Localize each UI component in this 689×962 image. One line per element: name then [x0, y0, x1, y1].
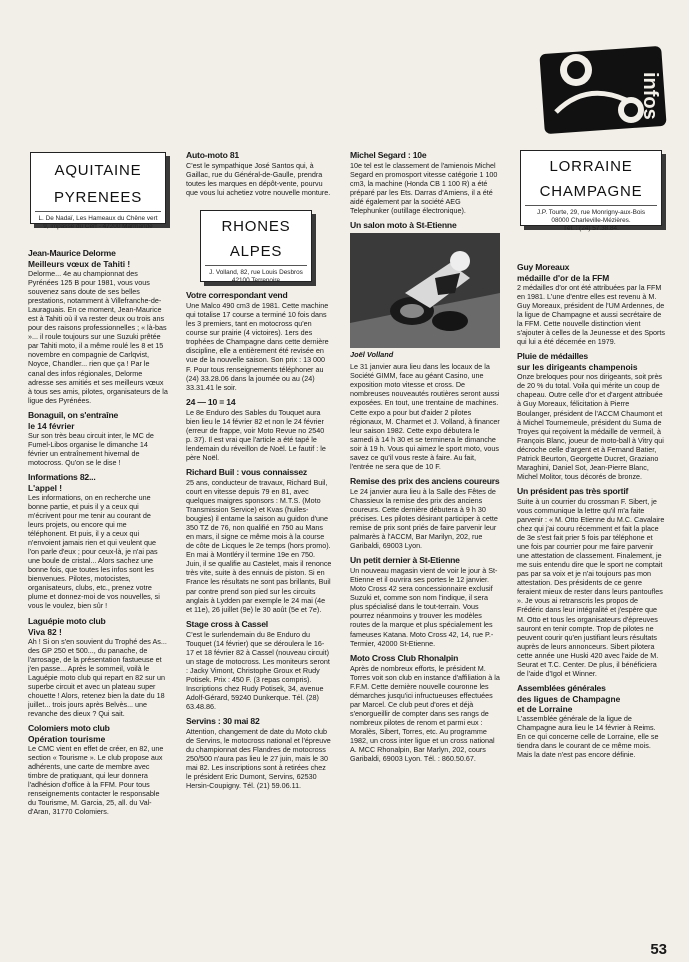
- article: [517, 262, 665, 346]
- article-subheading: le 14 février: [28, 420, 75, 431]
- article-body: Suite à un courrier du crossman F. Sibert, je vous communique la lettre qu'il m'a faite parvenir : « M. Otto Etienne du M.C. Cavalaire chez qui j'ai couru récemment et fait la place de 3e s'est fait prier 5 fois par téléphone et une fois par courrier pour me faire parvenir une attestation de classement. Finalement, je me suis entendu dire que le sport ne comptait pas par sa voix et je n'ai toujours pas mon attestation. Des présidents de ce genre feraient mieux de rester dans leurs pantoufles ». Je vous ai retranscris les propos de Frédéric dans leur intégralité et j'espère que M. Otto et tous les organisateurs d'épreuves sauront en tenir compte. Trop de pilotes ne peuvent courir qu'en justifiant leurs résultats auprès de leurs annonceurs. Sibert pilotera cette année une Huski 420 avec l'aide de M. Seurat et T.C. Center. De plus, il bénéficiera de l'aide d'Igol et Winner.: [517, 496, 665, 678]
- article-body: Les informations, on en recherche une bonne partie, et puis il y a ceux qui m'écrivent pour me tenir au courant de leurs projets, ou encore qui me téléphonent. Et puis, il y a ceux qui n'envoient jamais rien et qui veulent que l'on parle d'eux ; pour ceux-là, je n'ai pas une boule de cristal... Alors sachez une bonne fois, que toutes les infos sont les bienvenues. Pilotes, motocistes, organisateurs, clubs, etc., prenez votre plume et donnez-moi de vos nouvelles, si vous le voulez, bien sûr !: [28, 492, 160, 611]
- lorraine-address-3: Tél. : (24) 57.38.84.: [563, 225, 619, 232]
- article: [517, 683, 665, 759]
- article: [517, 486, 665, 678]
- article-heading: Un président pas très sportif: [517, 485, 629, 496]
- infos-logo: [536, 42, 670, 138]
- article-heading: Remise des prix des anciens coureurs: [350, 475, 500, 486]
- article: [186, 150, 332, 197]
- column-rhones: [186, 150, 332, 938]
- article: [517, 351, 665, 481]
- article-heading: Jean-Maurice Delorme: [28, 248, 116, 258]
- article: [28, 472, 168, 611]
- article: [350, 220, 500, 471]
- article-heading: Bonaguil, on s'entraîne: [28, 409, 119, 420]
- article: [350, 476, 500, 550]
- column-aquitaine: [28, 150, 168, 938]
- aquitaine-address-1: L. De Nadaï, Les Hameaux du Chêne vert: [38, 215, 158, 222]
- article-heading: Guy Moreaux: [517, 262, 570, 272]
- article-subheading: et de Lorraine: [517, 703, 573, 714]
- rhones-address-1: J. Volland, 82, rue Louis Desbros: [209, 269, 303, 276]
- lorraine-title-2: CHAMPAGNE: [539, 183, 643, 200]
- rhones-title-1: RHONES: [221, 218, 291, 235]
- article-body: Une Malco 490 cm3 de 1981. Cette machine qui totalise 17 course a terminé 10 fois dans les 3 premiers, tant en motocross qu'en course sur prairie (4 victoires). 1ers des trophées de Champagne dans cette dernière discipline, elle a entièrement été revisée en vue de la nouvelle saison. Son prix : 13 000 F. Pour tous renseignements téléphoner au (24) 33.28.06 dans la journée ou au (24) 33.31.41 le soir.: [186, 301, 329, 392]
- logo-text: infos: [639, 72, 661, 120]
- article-body: C'est le sympathique José Santos qui, à Gaillac, rue du Général-de-Gaulle, prendra toutes les marques en dépôt-vente, pourvu que vous lui achetiez votre nouvelle monture.: [186, 161, 331, 198]
- article-body: Le 24 janvier aura lieu à la Salle des Fêtes de Chassieux la remise des prix des anciens coureurs. Cette dernière débutera à 9 h 30 précises. Les pilotes désirant participer à cette remise de prix sont priés de faire parvenir leur palmarès à l'ACCM, Bar Marilyn, 202, rue Garibaldi, 69003 Lyon.: [350, 486, 498, 551]
- article: [350, 653, 500, 764]
- article-body: Ah ! Si on s'en souvient du Trophé des As... des GP 250 et 500..., du panache, de l'arrosage, de la présentation fastueuse et j'en passe... Après le sommeil, voilà le Laguépie moto club qui repart en 82 sur un superbe circuit et avec un plateau super chouette ! Alors, retenez bien la date du 18 juillet... trois jours après Belvès... une revanche des dieux ? Qui sait.: [28, 636, 167, 718]
- lorraine-address-1: J.P. Tourte, 29, rue Monrigny-aux-Bois: [536, 209, 646, 216]
- article-subheading: L'appel !: [28, 482, 63, 493]
- article-body: Le 31 janvier aura lieu dans les locaux de la Société GIMM, face au géant Casino, une exposition moto vitesse et cross. De nombreuses nouveautés routières seront aussi exposées. En tout, une trentaine de machines. Cette expo a pour but d'aider 2 pilotes régionaux, M. Charmet et J. Volland, à financer leur saison 1982. Cette expo débutera le samedi à 14 h 30 et se terminera le dimanche soir à 19 h. Vous qui aimez le sport moto, vous savez ce qu'il vous reste à faire. Au fait, l'entrée ne sera que de 10 F.: [350, 362, 500, 471]
- article-subheading: des ligues de Champagne: [517, 693, 621, 704]
- article-heading: Auto-moto 81: [186, 150, 239, 160]
- article: [186, 290, 332, 391]
- column-lorraine: [517, 150, 665, 938]
- article-body: L'assemblée générale de la ligue de Champagne aura lieu le 14 février à Reims. En ce qui concerne celle de Lorraine, elle se tiendra dans le courant de ce même mois. Mais la date n'est pas encore définie.: [517, 713, 659, 760]
- article: [350, 555, 500, 647]
- article-subheading: Meilleurs vœux de Tahiti !: [28, 259, 131, 269]
- article: [186, 716, 332, 790]
- article-heading: Servins : 30 mai 82: [186, 716, 260, 727]
- article-subheading: Opération tourisme: [28, 733, 106, 744]
- column-center: [350, 150, 500, 938]
- article-body: Delorme... 4e au championnat des Pyrénées 125 B pour 1981, vous vous souvenez sans doute de ses belles prestations, notamment à Villefranche-de-Lauraguais. En ce moment, Jean-Maurice est à Tahiti où il va rester deux ou trois ans pour des raisons professionnelles ; « là-bas »... il roule toujours sur une Suzuki prêtée par Tahiti moto, il a même roulé les 8 et 15 novembre en compagnie de Carlqvist, Noyce, Chandler... rien que ça ! Par le canal des infos régionales, Delorme adresse ses amitiés et ses meilleurs vœux à tous ses amis, pilotes, organisateurs de la ligue des Pyrénées.: [28, 269, 168, 405]
- motorcycle-racer-image: [350, 233, 500, 348]
- aquitaine-address-2: 9, impasse du Cerf - 47200 Marmande: [43, 223, 153, 230]
- article-heading: Michel Segard : 10e: [350, 150, 427, 160]
- article: [28, 410, 168, 467]
- article-heading: Pluie de médailles: [517, 351, 588, 362]
- article-heading: Stage cross à Cassel: [186, 618, 268, 629]
- article-heading: Laguépie moto club: [28, 615, 106, 626]
- aquitaine-title-1: AQUITAINE: [54, 162, 142, 179]
- article: [28, 616, 168, 718]
- article-body: Sur son très beau circuit inter, le MC de Fumel-Libos organise le dimanche 14 février un entraînement hivernal de motocross. Qu'on se le dise !: [28, 430, 154, 467]
- article: [186, 397, 332, 462]
- article-heading: Richard Buil : vous connaissez: [186, 466, 308, 477]
- article-body: Attention, changement de date du Moto club de Servins, le motocross national et l'épreuve du championnat des Flandres de motocross 250/500 n'aura pas lieu le 27 juin, mais le 30 mai 82. Les inscriptions sont à retirées chez le président Eric Dumont, Servins, 62530 Hersin-Coupigny. Tél. (21) 59.06.11.: [186, 727, 331, 791]
- motorcycle-photo: [350, 233, 500, 348]
- rhones-address-2: 42100 Terrenoire: [231, 277, 281, 284]
- article-heading: 24 — 10 = 14: [186, 396, 236, 407]
- lorraine-address-2: 08000 Charleville-Mézières.: [551, 217, 631, 224]
- article-heading: Informations 82...: [28, 471, 96, 482]
- article-heading: Moto Cross Club Rhonalpin: [350, 652, 459, 663]
- article-body: Après de nombreux efforts, le président M. Torres voit son club en instance d'affiliation à la F.F.M. Cette dernière nouvelle couronne les démarches jusqu'ici infructueuses effectuées par Marcel. Ce club peut d'ores et déjà s'enorgueillir de compter dans ses rangs de nombreux pilotes de renom et parmi eux : Moralès, Sibert, Torres, etc. Au programme 1982, un cross inter ligue et un cross national A. MCC Rhonalpin, Bar Marlyn, 202, cours Garibaldi, 69003 Lyon. Tél. : 860.50.67.: [350, 663, 500, 764]
- article-body: C'est le surlendemain du 8e Enduro du Touquet (14 février) que se déroulera le 16-17 et 18 février 82 à Cassel (nouveau circuit) un stage de motocross. Les moniteurs seront : Jacky Vimont, Christophe Groux et Rudy Potisek. Prix : 450 F. (3 repas compris). Inscriptions chez Rudy Potisek, 34, avenue Adolf-Gérard, 59240 Dunkerque. Tél. (28) 63.48.86.: [186, 629, 330, 712]
- article-body: 25 ans, conducteur de travaux, Richard Buil, court en vitesse depuis 79 en 81, avec quelques maigres sponsors : M.T.S. (Moto Transmission Service) et Kvas (huiles-bougies) il entame la saison au guidon d'une 350 TZ de 76, non qualifié en 750 au Mans en mars, il signe ce même mois à la course de côte de Licques le 2e temps (hors promo). En mai à Montléry il termine 19e en 750. Juin, il se qualifie au Castelet, mais il renonce très vite, suite à des ennuis de piston. Si en France les résultats ne sont pas brillants, Buil par contre prend son pied sur les circuits anglais à Lydden par exemple le 24 mai (4e et 11e), 26 juillet (9e) le 30 août (5e et 7e).: [186, 477, 332, 614]
- photo-caption: Joël Volland: [350, 350, 394, 360]
- article-heading: Un petit dernier à St-Etienne: [350, 555, 460, 566]
- article-body: 2 médailles d'or ont été attribuées par la FFM en 1981. L'une d'entre elles est revenu à M. Guy Moreaux, président de l'UM Ardennes, de la ligue de Champagne et aussi secrétaire de la FFM. Cette nouvelle distinction vient s'ajouter à celles de la Jeunesse et des Sports qui lui a été décernée en 1979.: [517, 283, 665, 347]
- article-heading: Colomiers moto club: [28, 722, 110, 733]
- rhones-title-2: ALPES: [229, 243, 283, 260]
- article-body: Un nouveau magasin vient de voir le jour à St-Etienne et il ouvrira ses portes le 12 janvier. Moto Cross 42 sera concessionnaire exclusif Suzuki et, comme son nom l'indique, il sera plus spécialisé dans le tout-terrain. Vous pourrez néanmoins y trouver les modèles routes de la marque et plus spécialement les fameuses Katana. Moto Cross 42, 14, rue P.-Termier, 42000 St-Etienne.: [350, 566, 498, 648]
- aquitaine-title-2: PYRENEES: [53, 189, 143, 206]
- article-heading: Un salon moto à St-Etienne: [350, 220, 457, 231]
- page-number: 53: [650, 941, 667, 958]
- article-heading: Assemblées générales: [517, 682, 606, 693]
- article: [186, 619, 332, 711]
- article: [350, 150, 500, 215]
- article-body: Le CMC vient en effet de créer, en 82, une section « Tourisme ». Le club propose aux adhérents, une carte de membre avec timbre de pratiquant, qui leur donnera l'adhésion d'office à la FFM. Pour tous renseignements contacter le responsable du Tourisme, M. Garcia, 25, all. du Val-d'Aran, 31770 Colomiers.: [28, 743, 164, 817]
- article-body: Le 8e Enduro des Sables du Touquet aura bien lieu le 14 février 82 et non le 24 février (erreur de frappe, voir Moto Revue no 2540 p. 37). Il est vrai que l'article a été tapé le lendemain du réveillon de Noël. Le fautif : le père Noël.: [186, 407, 326, 462]
- article-subheading: Viva 82 !: [28, 626, 62, 637]
- article-heading: Votre correspondant vend: [186, 290, 288, 301]
- article-subheading: sur les dirigeants champenois: [517, 362, 638, 373]
- article-body: Onze breloques pour nos dirigeants, soit près de 20 % du total. Voila qui mérite un coup de chapeau. Outre celle d'or et d'argent attribuée à Guy Moreaux, félicitation à Pierre Boulanger, président de l'ACCM Chaumont et à Michel Tournemeule, président du Suma de Troyes qui reçoivent la médaille de vermeil, à François Blanc, joueur de moto-ball à Vitry qui décroche celle d'argent et à Fernand Batier, Patrick Beurton, Georgette Ducret, Graziano Maraghini, Daniel Sot, Jean-Pierre Blanc, Michel Molitor, tous décorés de bronze.: [517, 372, 664, 481]
- article: [186, 467, 332, 614]
- article: [28, 248, 168, 405]
- article-subheading: médaille d'or de la FFM: [517, 273, 610, 283]
- article-body: 10e tel est le classement de l'amienois Michel Segard en promosport vitesse catégorie 1 100 cm3, la machine (Honda CB 1 100 R) a été préparé par les Ets. Darras d'Amiens, il a été aidé également par la société AEG Telephunker (outillage électronique).: [350, 161, 498, 216]
- article: [28, 723, 168, 816]
- lorraine-title-1: LORRAINE: [549, 158, 633, 175]
